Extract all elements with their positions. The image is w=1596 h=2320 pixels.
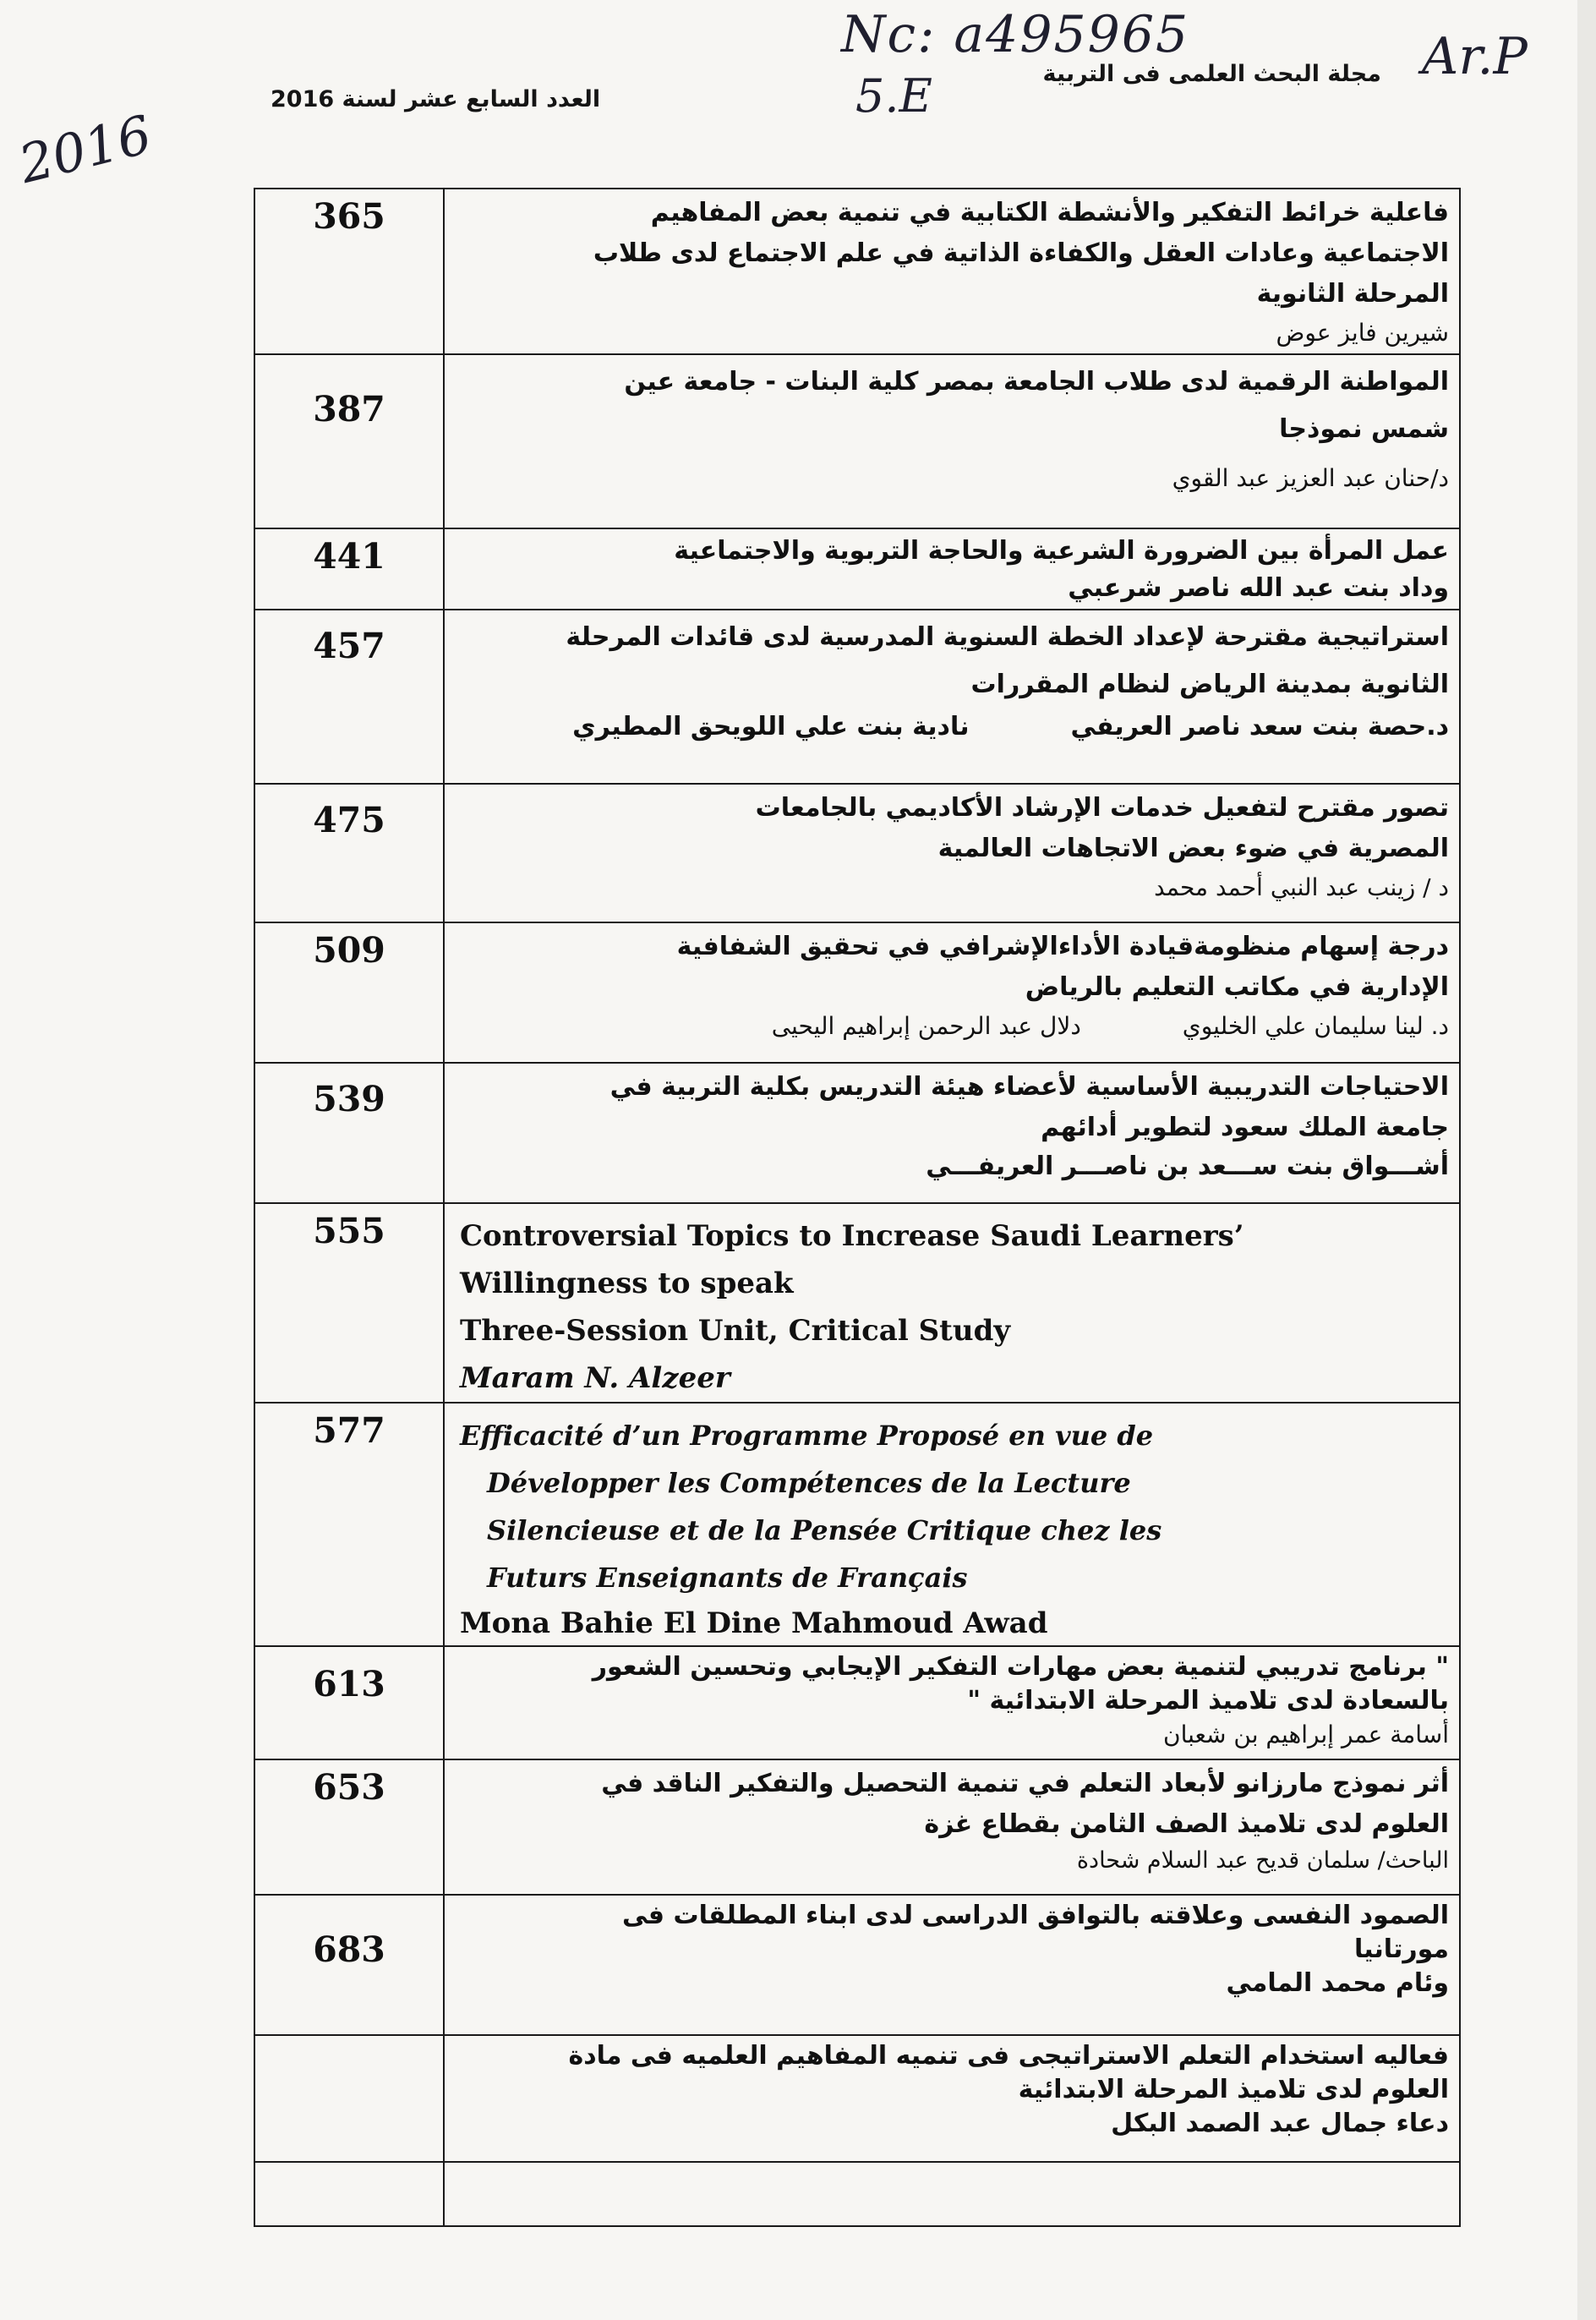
toc-row [254, 1895, 1460, 2035]
entry-author: د.حصة بنت سعد ناصر العريفي [1070, 712, 1449, 741]
entry-cell [444, 922, 1460, 1063]
entry-author: د. لينا سليمان علي الخليوي [1182, 1012, 1449, 1040]
page-number: 441 [254, 528, 444, 610]
entry-title-line: وداد بنت عبد الله ناصر شرعبي [1068, 573, 1449, 603]
entry-title-line: Silencieuse et de la Pensée Critique chez les [487, 1514, 1162, 1546]
page-number: 683 [254, 1895, 444, 2035]
entry-author: دعاء جمال عبد الصمد البكل [1111, 2109, 1449, 2138]
entry-author: أشـــواق بنت ســـعد بن ناصـــر العريفـــي [926, 1152, 1449, 1181]
entry-title-line: المصرية في ضوء بعض الاتجاهات العالمية [937, 834, 1449, 863]
entry-title-line: Futurs Enseignants de Français [487, 1562, 968, 1594]
entry-cell [444, 1403, 1460, 1646]
entry-cell [444, 2035, 1460, 2162]
entry-title-line: العلوم لدى تلاميذ المرحلة الابتدائية [1018, 2075, 1449, 2104]
page-number: 539 [254, 1063, 444, 1203]
entry-title-line: الاجتماعية وعادات العقل والكفاءة الذاتية في علم الاجتماع لدى طلاب [593, 238, 1449, 268]
toc-row [254, 2035, 1460, 2162]
entry-title-line: درجة إسهام منظومةقيادة الأداءالإشرافي في تحقيق الشفافية [676, 932, 1449, 961]
toc-row [254, 528, 1460, 610]
toc-row [254, 1759, 1460, 1895]
entry-title-line: جامعة الملك سعود لتطوير أدائهم [1041, 1113, 1449, 1142]
entry-author: دلال عبد الرحمن إبراهيم اليحيى [771, 1012, 1081, 1040]
entry-authors [458, 709, 1449, 746]
toc-row [254, 610, 1460, 784]
entry-title-line: الصمود النفسى وعلاقته بالتوافق الدراسى لدى ابناء المطلقات فى [622, 1901, 1449, 1930]
empty-cell [444, 2162, 1460, 2226]
page-number: 613 [254, 1646, 444, 1759]
toc-table [254, 188, 1461, 2227]
entry-author: Mona Bahie El Dine Mahmoud Awad [460, 1606, 1048, 1640]
entry-title-line: " برنامج تدريبي لتنمية بعض مهارات التفكير الإيجابي وتحسين الشعور [592, 1652, 1449, 1682]
entry-title-line: مورتانيا [1354, 1934, 1449, 1964]
page-number: 387 [254, 354, 444, 528]
page-number: 365 [254, 189, 444, 354]
entry-author: الباحث/ سلمان قديح عبد السلام شحادة [1076, 1847, 1449, 1874]
toc-row [254, 1403, 1460, 1646]
entry-title-line: Controversial Topics to Increase Saudi Learners’ [460, 1219, 1244, 1253]
journal-title: مجلة البحث العلمى فى التربية [1042, 61, 1381, 87]
entry-author: Maram N. Alzeer [460, 1361, 730, 1395]
handwritten-sub-ref: 5.E [855, 69, 932, 123]
entry-author: د/حنان عبد العزيز عبد القوي [1172, 464, 1449, 492]
entry-title-line: Willingness to speak [460, 1267, 794, 1300]
entry-author: أسامة عمر إبراهيم بن شعبان [1163, 1721, 1449, 1748]
entry-title-line: فعاليه استخدام التعلم الاستراتيجى فى تنميه المفاهيم العلميه فى مادة [568, 2041, 1449, 2071]
entry-cell [444, 784, 1460, 922]
entry-cell [444, 1646, 1460, 1759]
entry-title-line: بالسعادة لدى تلاميذ المرحلة الابتدائية " [967, 1686, 1449, 1715]
entry-title-line: فاعلية خرائط التفكير والأنشطة الكتابية في تنمية بعض المفاهيم [650, 198, 1449, 227]
page-number: 457 [254, 610, 444, 784]
entry-title-line: الثانوية بمدينة الرياض لنظام المقررات [970, 670, 1449, 699]
entry-author: شيرين فايز عوض [1276, 319, 1449, 347]
page-number: 577 [254, 1403, 444, 1646]
handwritten-ref-code: Nc: a495965 [841, 5, 1190, 64]
entry-cell [444, 354, 1460, 528]
entry-cell [444, 1895, 1460, 2035]
entry-cell [444, 528, 1460, 610]
entry-title-line: الاحتياجات التدريبية الأساسية لأعضاء هيئة التدريس بكلية التربية في [609, 1072, 1449, 1102]
page-number: 555 [254, 1203, 444, 1403]
entry-title-line: شمس نموذجا [1279, 414, 1449, 444]
entry-title-line: Three-Session Unit, Critical Study [460, 1314, 1011, 1348]
entry-title-line: المرحلة الثانوية [1256, 279, 1449, 309]
entry-title-line: أثر نموذج مارزانو لأبعاد التعلم في تنمية التحصيل والتفكير الناقد في [601, 1769, 1449, 1798]
entry-cell [444, 1063, 1460, 1203]
toc-row [254, 1063, 1460, 1203]
entry-cell [444, 1203, 1460, 1403]
toc-empty-row [254, 2162, 1460, 2226]
empty-cell [254, 2162, 444, 2226]
entry-title-line: المواطنة الرقمية لدى طلاب الجامعة بمصر كلية البنات - جامعة عين [624, 367, 1449, 397]
toc-row [254, 189, 1460, 354]
toc-row [254, 922, 1460, 1063]
page-number [254, 2035, 444, 2162]
entry-cell [444, 610, 1460, 784]
page-number: 509 [254, 922, 444, 1063]
entry-cell [444, 1759, 1460, 1895]
entry-title-line: Développer les Compétences de la Lecture [487, 1467, 1131, 1499]
entry-authors [458, 1008, 1449, 1045]
entry-author: نادية بنت علي اللويحق المطيري [572, 712, 970, 741]
toc-row [254, 1203, 1460, 1403]
entry-cell [444, 189, 1460, 354]
toc-row [254, 1646, 1460, 1759]
entry-title-line: الإدارية في مكاتب التعليم بالرياض [1025, 972, 1449, 1002]
page-number: 475 [254, 784, 444, 922]
entry-author: د / زينب عبد النبي أحمد محمد [1154, 873, 1449, 901]
issue-label: العدد السابع عشر لسنة 2016 [271, 86, 601, 112]
page-number: 653 [254, 1759, 444, 1895]
handwritten-year: 2016 [13, 102, 158, 196]
entry-title-line: تصور مقترح لتفعيل خدمات الإرشاد الأكاديمي بالجامعات [755, 793, 1449, 823]
entry-author: وئام محمد المامي [1226, 1968, 1449, 1998]
entry-title-line: Efficacité d’un Programme Proposé en vue de [460, 1420, 1154, 1452]
page-edge [1577, 0, 1596, 2320]
entry-title-line: العلوم لدى تلاميذ الصف الثامن بقطاع غزة [924, 1809, 1449, 1839]
entry-title-line: عمل المرأة بين الضرورة الشرعية والحاجة التربوية والاجتماعية [674, 536, 1449, 566]
toc-row [254, 354, 1460, 528]
handwritten-corner-mark: Ar.P [1422, 27, 1528, 86]
toc-row [254, 784, 1460, 922]
entry-title-line: استراتيجية مقترحة لإعداد الخطة السنوية المدرسية لدى قائدات المرحلة [566, 622, 1449, 652]
